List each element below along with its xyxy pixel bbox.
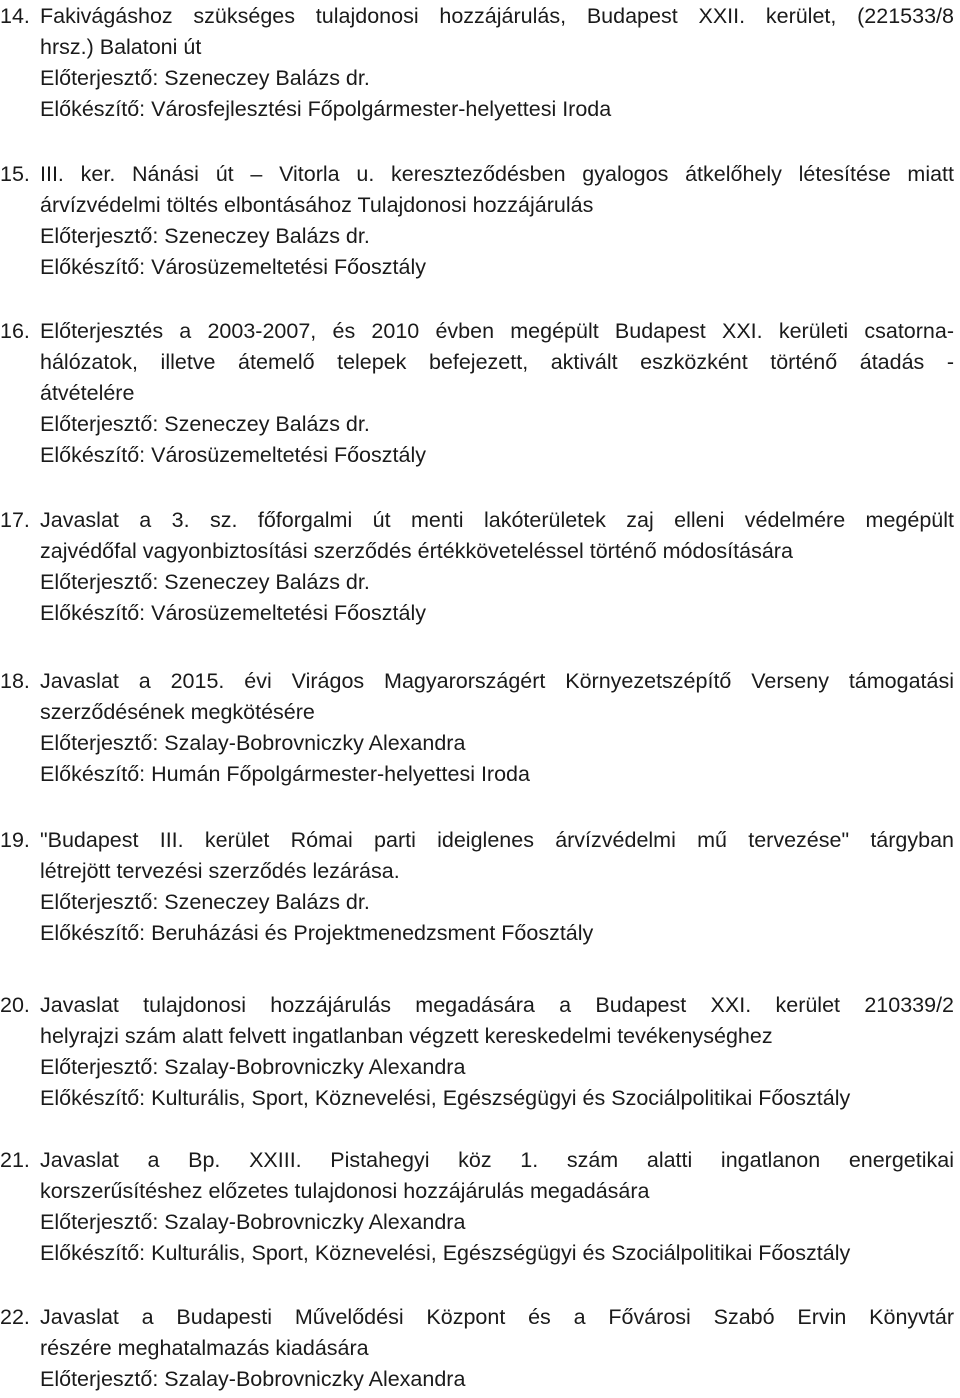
item-title-line: Javaslat a 2015. évi Virágos Magyarországért Környezetszépítő Verseny támogatási bbox=[40, 669, 954, 693]
eloterjeszto-line: Előterjesztő: Szeneczey Balázs dr. bbox=[40, 224, 370, 248]
item-title-line: Javaslat a 3. sz. főforgalmi út menti lakóterületek zaj elleni védelmére megépült bbox=[40, 508, 954, 532]
agenda-item-14 bbox=[0, 2, 960, 126]
elokeszito-line: Előkészítő: Városfejlesztési Főpolgármester-helyettesi Iroda bbox=[40, 97, 612, 121]
item-title-line: korszerűsítéshez előzetes tulajdonosi hozzájárulás megadására bbox=[40, 1179, 650, 1203]
agenda-item-17 bbox=[0, 506, 960, 630]
item-number: 19. bbox=[0, 828, 30, 852]
eloterjeszto-line: Előterjesztő: Szeneczey Balázs dr. bbox=[40, 890, 370, 914]
item-title-line: Javaslat a Bp. XXIII. Pistahegyi köz 1. szám alatti ingatlanon energetikai bbox=[40, 1148, 954, 1172]
item-number: 20. bbox=[0, 993, 30, 1017]
item-number: 16. bbox=[0, 319, 30, 343]
agenda-item-20 bbox=[0, 991, 960, 1115]
agenda-item-18 bbox=[0, 667, 960, 791]
elokeszito-line: Előkészítő: Kulturális, Sport, Köznevelési, Egészségügyi és Szociálpolitikai Főosztály bbox=[40, 1086, 851, 1110]
elokeszito-line: Előkészítő: Beruházási és Projektmenedzsment Főosztály bbox=[40, 921, 594, 945]
item-title-line: helyrajzi szám alatt felvett ingatlanban végzett kereskedelmi tevékenységhez bbox=[40, 1024, 773, 1048]
elokeszito-line: Előkészítő: Humán Főpolgármester-helyettesi Iroda bbox=[40, 762, 530, 786]
item-title-line: zajvédőfal vagyonbiztosítási szerződés értékköveteléssel történő módosítására bbox=[40, 539, 793, 563]
agenda-item-19 bbox=[0, 826, 960, 950]
item-title-line: III. ker. Nánási út – Vitorla u. kereszteződésben gyalogos átkelőhely létesítése miatt bbox=[40, 162, 954, 186]
item-title-line: létrejött tervezési szerződés lezárása. bbox=[40, 859, 400, 883]
agenda-item-16 bbox=[0, 317, 960, 472]
eloterjeszto-line: Előterjesztő: Szalay-Bobrovniczky Alexandra bbox=[40, 1210, 466, 1234]
item-title-line: átvételére bbox=[40, 381, 135, 405]
elokeszito-line: Előkészítő: Városüzemeltetési Főosztály bbox=[40, 601, 426, 625]
elokeszito-line: Előkészítő: Kulturális, Sport, Köznevelési, Egészségügyi és Szociálpolitikai Főosztály bbox=[40, 1241, 851, 1265]
item-number: 21. bbox=[0, 1148, 30, 1172]
item-title-line: szerződésének megkötésére bbox=[40, 700, 315, 724]
item-number: 17. bbox=[0, 508, 30, 532]
item-title-line: részére meghatalmazás kiadására bbox=[40, 1336, 369, 1360]
item-number: 14. bbox=[0, 4, 30, 28]
agenda-item-21 bbox=[0, 1146, 960, 1270]
eloterjeszto-line: Előterjesztő: Szalay-Bobrovniczky Alexandra bbox=[40, 1055, 466, 1079]
item-title-line: Javaslat a Budapesti Művelődési Központ és a Fővárosi Szabó Ervin Könyvtár bbox=[40, 1305, 954, 1329]
item-title-line: hrsz.) Balatoni út bbox=[40, 35, 202, 59]
item-title-line: Fakivágáshoz szükséges tulajdonosi hozzájárulás, Budapest XXII. kerület, (221533/8 bbox=[40, 4, 954, 28]
agenda-item-15 bbox=[0, 160, 960, 284]
agenda-item-22 bbox=[0, 1303, 960, 1396]
item-title-line: "Budapest III. kerület Római parti ideiglenes árvízvédelmi mű tervezése" tárgyban bbox=[40, 828, 954, 852]
item-title-line: Előterjesztés a 2003-2007, és 2010 évben megépült Budapest XXI. kerületi csatorna- bbox=[40, 319, 954, 343]
elokeszito-line: Előkészítő: Városüzemeltetési Főosztály bbox=[40, 255, 426, 279]
item-number: 15. bbox=[0, 162, 30, 186]
eloterjeszto-line: Előterjesztő: Szeneczey Balázs dr. bbox=[40, 412, 370, 436]
eloterjeszto-line: Előterjesztő: Szeneczey Balázs dr. bbox=[40, 66, 370, 90]
eloterjeszto-line: Előterjesztő: Szalay-Bobrovniczky Alexandra bbox=[40, 1367, 466, 1391]
item-title-line: hálózatok, illetve átemelő telepek befejezett, aktivált eszközként történő átadás - bbox=[40, 350, 954, 374]
eloterjeszto-line: Előterjesztő: Szeneczey Balázs dr. bbox=[40, 570, 370, 594]
item-number: 22. bbox=[0, 1305, 30, 1329]
elokeszito-line: Előkészítő: Városüzemeltetési Főosztály bbox=[40, 443, 426, 467]
item-number: 18. bbox=[0, 669, 30, 693]
item-title-line: árvízvédelmi töltés elbontásához Tulajdonosi hozzájárulás bbox=[40, 193, 594, 217]
eloterjeszto-line: Előterjesztő: Szalay-Bobrovniczky Alexandra bbox=[40, 731, 466, 755]
item-title-line: Javaslat tulajdonosi hozzájárulás megadására a Budapest XXI. kerület 210339/2 bbox=[40, 993, 954, 1017]
